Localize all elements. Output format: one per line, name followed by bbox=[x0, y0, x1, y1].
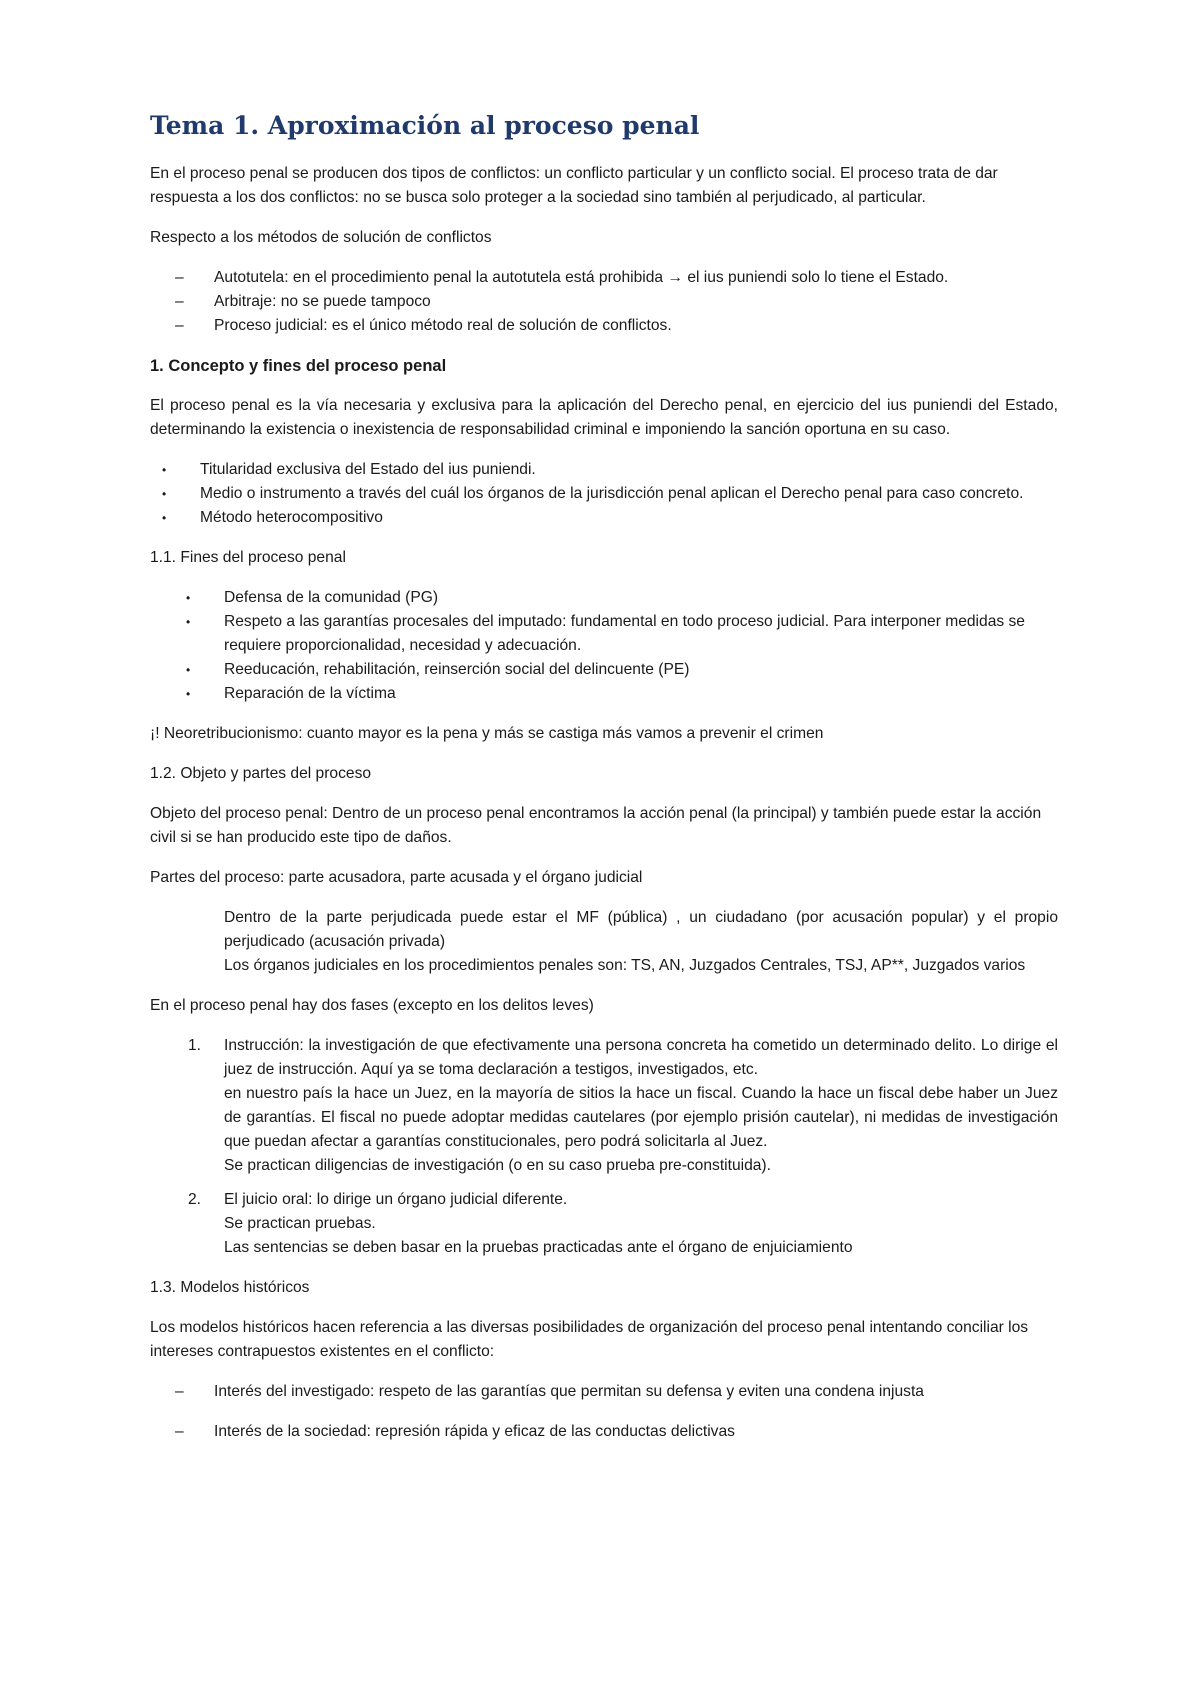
concept-bullets bbox=[150, 458, 1058, 530]
dash-marker: – bbox=[175, 317, 184, 334]
dash-marker: – bbox=[175, 1383, 184, 1400]
list-item: • Medio o instrumento a través del cuál los órganos de la jurisdicción penal aplican el Derecho penal para caso concreto. bbox=[150, 482, 1058, 506]
aims-bullets bbox=[150, 586, 1058, 706]
list-item: – Interés del investigado: respeto de las garantías que permitan su defensa y eviten una condena injusta bbox=[150, 1380, 1058, 1404]
list-item: 1. Instrucción: la investigación de que efectivamente una persona concreta ha cometido un determinado delito. Lo dirige el juez de instrucción. Aquí ya se toma declaración a testigos, investigados, etc. en nuestro país la hace un Juez, en la mayoría de sitios la hace un fiscal. Cuando la hace un fiscal debe haber un Juez de garantías. El fiscal no puede adoptar medidas cautelares (por ejemplo prisión cautelar), ni medidas de investigación que puedan afectar a garantías constitucionales, pero podrá solicitarla al Juez. Se practican diligencias de investigación (o en su caso prueba pre-constituida). bbox=[150, 1034, 1058, 1178]
indent-line: Dentro de la parte perjudicada puede estar el MF (pública) , un ciudadano (por acusación popular) y el propio perjudicado (acusación privada) bbox=[224, 909, 1058, 950]
parties-paragraph: Partes del proceso: parte acusadora, parte acusada y el órgano judicial bbox=[150, 869, 643, 886]
models-paragraph: Los modelos históricos hacen referencia a las diversas posibilidades de organización del proceso penal intentando conciliar los intereses contrapuestos existentes en el conflicto: bbox=[150, 1319, 1029, 1360]
indented-block bbox=[224, 906, 1058, 978]
phases-intro: En el proceso penal hay dos fases (excepto en los delitos leves) bbox=[150, 997, 594, 1014]
bullet-marker: • bbox=[186, 687, 191, 701]
phases-list bbox=[150, 1034, 1058, 1260]
list-item: – Autotutela: en el procedimiento penal la autotutela está prohibida → el ius puniendi solo lo tiene el Estado. bbox=[150, 266, 1058, 290]
object-paragraph: Objeto del proceso penal: Dentro de un proceso penal encontramos la acción penal (la principal) y también puede estar la acción civil si se han producido este tipo de daños. bbox=[150, 805, 1042, 846]
note-paragraph: ¡! Neoretribucionismo: cuanto mayor es la pena y más se castiga más vamos a prevenir el crimen bbox=[150, 725, 824, 742]
list-item: – Arbitraje: no se puede tampoco bbox=[150, 290, 1058, 314]
list-item: • Método heterocompositivo bbox=[150, 506, 1058, 530]
indent-line: Los órganos judiciales en los procedimientos penales son: TS, AN, Juzgados Centrales, TSJ, AP**, Juzgados varios bbox=[224, 957, 1026, 974]
bullet-marker: • bbox=[186, 663, 191, 677]
methods-list bbox=[150, 266, 1058, 338]
list-number: 2. bbox=[188, 1191, 202, 1208]
dash-marker: – bbox=[175, 1423, 184, 1440]
intro-paragraph: En el proceso penal se producen dos tipos de conflictos: un conflicto particular y un conflicto social. El proceso trata de dar respuesta a los dos conflictos: no se busca solo proteger a la sociedad sino también al perjudicado, al particular. bbox=[150, 165, 998, 206]
list-item: • Defensa de la comunidad (PG) bbox=[150, 586, 1058, 610]
list-item: – Interés de la sociedad: represión rápida y eficaz de las conductas delictivas bbox=[150, 1420, 1058, 1444]
dash-marker: – bbox=[175, 269, 184, 286]
dash-marker: – bbox=[175, 293, 184, 310]
bullet-marker: • bbox=[186, 615, 191, 629]
section-heading: 1. Concepto y fines del proceso penal bbox=[150, 357, 447, 375]
list-item: • Respeto a las garantías procesales del imputado: fundamental en todo proceso judicial. Para interponer medidas se requiere proporcionalidad, necesidad y adecuación. bbox=[150, 610, 1058, 658]
subsection-heading: 1.2. Objeto y partes del proceso bbox=[150, 765, 372, 782]
section-paragraph: El proceso penal es la vía necesaria y exclusiva para la aplicación del Derecho penal, en ejercicio del ius puniendi del Estado, determinando la existencia o inexistencia de responsabilidad criminal e imponiendo la sanción oportuna en su caso. bbox=[150, 397, 1058, 438]
bullet-marker: • bbox=[162, 487, 167, 501]
document-title: Tema 1. Aproximación al proceso penal bbox=[150, 111, 700, 140]
interests-list bbox=[150, 1380, 1058, 1444]
bullet-marker: • bbox=[162, 463, 167, 477]
bullet-marker: • bbox=[186, 591, 191, 605]
subsection-heading: 1.1. Fines del proceso penal bbox=[150, 549, 346, 566]
list-number: 1. bbox=[188, 1037, 202, 1054]
list-item: 2. El juicio oral: lo dirige un órgano judicial diferente. Se practican pruebas. Las sentencias se deben basar en la pruebas practicadas ante el órgano de enjuiciamiento bbox=[150, 1188, 1058, 1260]
list-item: • Titularidad exclusiva del Estado del ius puniendi. bbox=[150, 458, 1058, 482]
bullet-marker: • bbox=[162, 511, 167, 525]
list-item: • Reparación de la víctima bbox=[150, 682, 1058, 706]
list-item: • Reeducación, rehabilitación, reinserción social del delincuente (PE) bbox=[150, 658, 1058, 682]
subsection-heading: 1.3. Modelos históricos bbox=[150, 1279, 310, 1296]
methods-heading: Respecto a los métodos de solución de conflictos bbox=[150, 229, 492, 246]
list-item: – Proceso judicial: es el único método real de solución de conflictos. bbox=[150, 314, 1058, 338]
